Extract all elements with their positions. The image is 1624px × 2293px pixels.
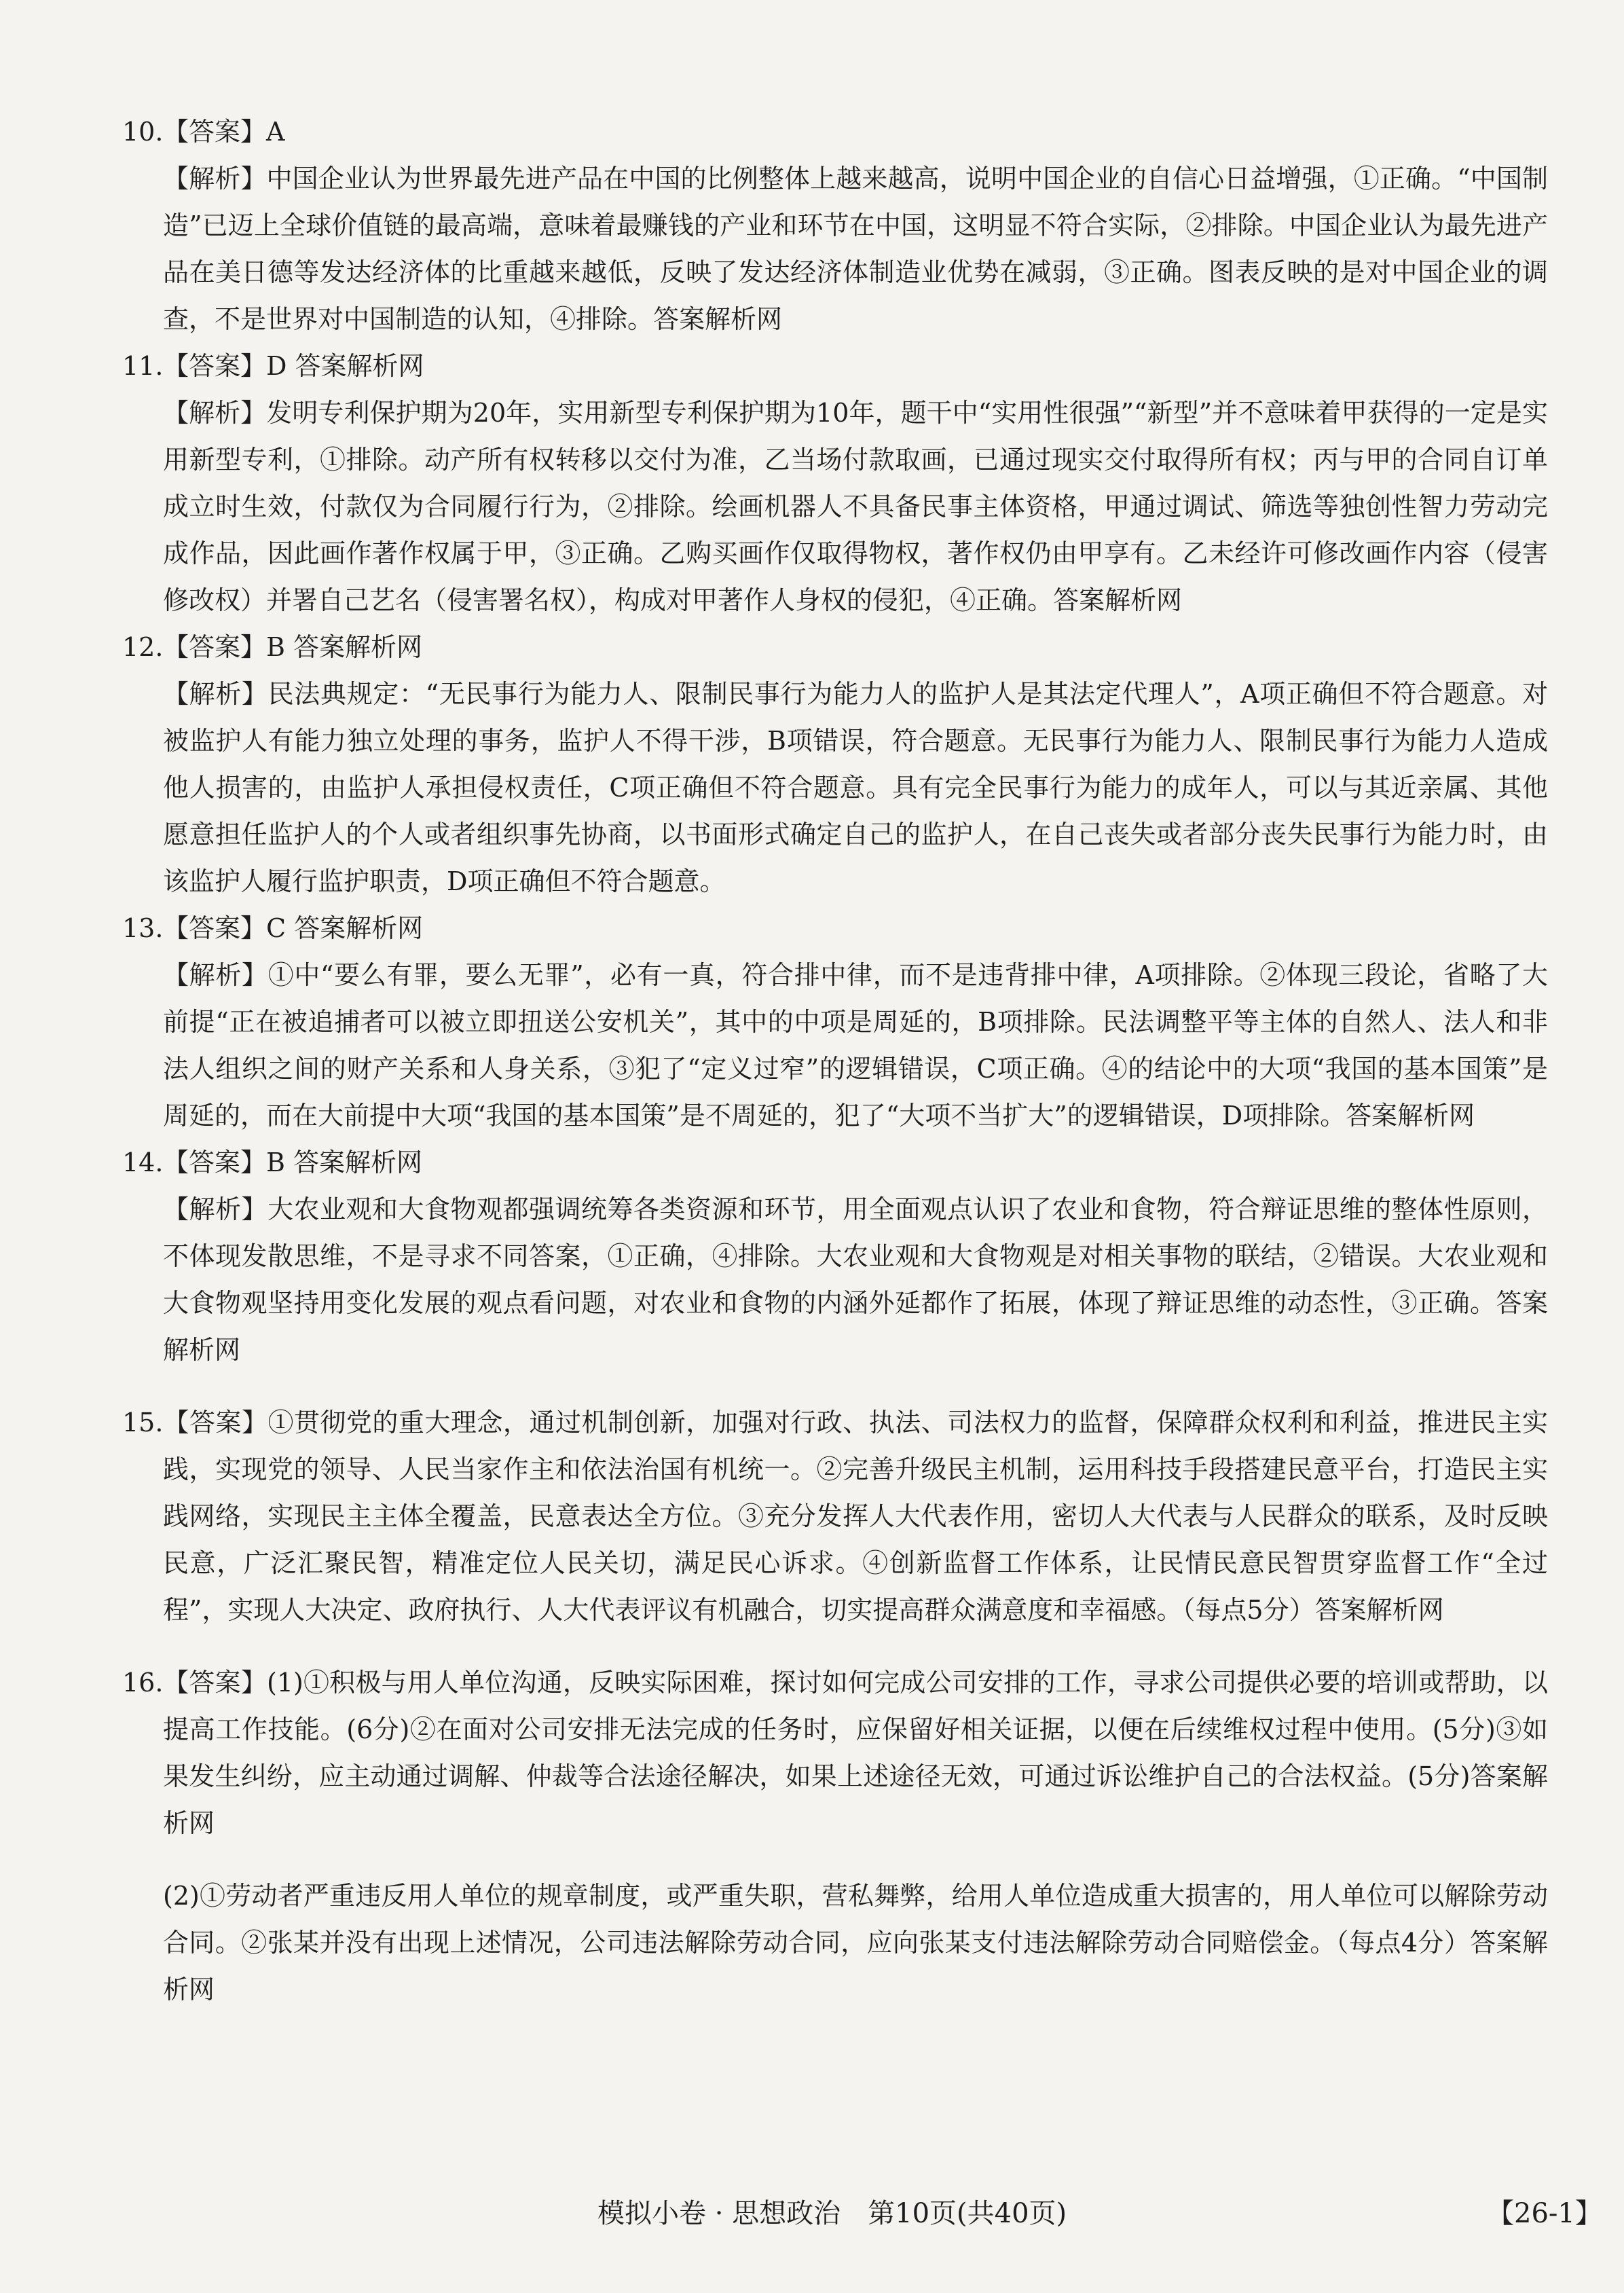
answer-text: 【答案】A — [163, 117, 285, 147]
answer-part-2: (2)①劳动者严重违反用人单位的规章制度，或严重失职，营私舞弊，给用人单位造成重大损害的，用人单位可以解除劳动合同。②张某并没有出现上述情况，公司违法解除劳动合同，应向张某支付违法解除劳动合同赔偿金。（每点4分）答案解析网 — [163, 1881, 1548, 2004]
answer-text: 【答案】C 答案解析网 — [163, 913, 424, 943]
question-number: 12. — [122, 632, 164, 662]
question-10 — [122, 109, 1548, 343]
question-15 — [122, 1399, 1548, 1634]
analysis-text: 【解析】中国企业认为世界最先进产品在中国的比例整体上越来越高，说明中国企业的自信心日益增强，①正确。“中国制造”已迈上全球价值链的最高端，意味着最赚钱的产业和环节在中国，这明显不符合实际，②排除。中国企业认为最先进产品在美日德等发达经济体的比重越来越低，反映了发达经济体制造业优势在减弱，③正确。图表反映的是对中国企业的调查，不是世界对中国制造的认知，④排除。答案解析网 — [163, 164, 1548, 334]
analysis-text: 【解析】①中“要么有罪，要么无罪”，必有一真，符合排中律，而不是违背排中律，A项排除。②体现三段论，省略了大前提“正在被追捕者可以被立即扭送公安机关”，其中的中项是周延的，B项排除。民法调整平等主体的自然人、法人和非法人组织之间的财产关系和人身关系，③犯了“定义过窄”的逻辑错误，C项正确。④的结论中的大项“我国的基本国策”是周延的，而在大前提中大项“我国的基本国策”是不周延的，犯了“大项不当扩大”的逻辑错误，D项排除。答案解析网 — [163, 960, 1548, 1131]
answer-text: 【答案】B 答案解析网 — [163, 632, 423, 662]
answer-text: 【答案】D 答案解析网 — [163, 351, 424, 381]
question-12 — [122, 624, 1548, 905]
footer-page-info: 模拟小卷 · 思想政治 第10页(共40页) — [597, 2198, 1067, 2229]
page-footer — [0, 2193, 1624, 2234]
question-number: 13. — [122, 913, 164, 943]
question-number: 10. — [122, 117, 164, 147]
question-number: 11. — [122, 351, 164, 381]
footer-code: 【26-1】 — [1487, 2198, 1602, 2229]
analysis-text: 【解析】大农业观和大食物观都强调统筹各类资源和环节，用全面观点认识了农业和食物，符合辩证思维的整体性原则，不体现发散思维，不是寻求不同答案，①正确，④排除。大农业观和大食物观是对相关事物的联结，②错误。大农业观和大食物观坚持用变化发展的观点看问题，对农业和食物的内涵外延都作了拓展，体现了辩证思维的动态性，③正确。答案解析网 — [163, 1194, 1548, 1365]
question-14 — [122, 1139, 1548, 1374]
question-number: 15. — [122, 1408, 164, 1437]
analysis-text: 【解析】发明专利保护期为20年，实用新型专利保护期为10年，题干中“实用性很强”“新型”并不意味着甲获得的一定是实用新型专利，①排除。动产所有权转移以交付为准，乙当场付款取画，已通过现实交付取得所有权；丙与甲的合同自订单成立时生效，付款仅为合同履行行为，②排除。绘画机器人不具备民事主体资格，甲通过调试、筛选等独创性智力劳动完成作品，因此画作著作权属于甲，③正确。乙购买画作仅取得物权，著作权仍由甲享有。乙未经许可修改画作内容（侵害修改权）并署自己艺名（侵害署名权），构成对甲著作人身权的侵犯，④正确。答案解析网 — [163, 398, 1548, 615]
question-11 — [122, 343, 1548, 624]
analysis-text: 【解析】民法典规定：“无民事行为能力人、限制民事行为能力人的监护人是其法定代理人”，A项正确但不符合题意。对被监护人有能力独立处理的事务，监护人不得干涉，B项错误，符合题意。无民事行为能力人、限制民事行为能力人造成他人损害的，由监护人承担侵权责任，C项正确但不符合题意。具有完全民事行为能力的成年人，可以与其近亲属、其他愿意担任监护人的个人或者组织事先协商，以书面形式确定自己的监护人，在自己丧失或者部分丧失民事行为能力时，由该监护人履行监护职责，D项正确但不符合题意。 — [163, 679, 1548, 896]
question-13 — [122, 905, 1548, 1139]
answer-content — [122, 109, 1548, 2013]
answer-text: 【答案】①贯彻党的重大理念，通过机制创新，加强对行政、执法、司法权力的监督，保障群众权利和利益，推进民主实践，实现党的领导、人民当家作主和依法治国有机统一。②完善升级民主机制，运用科技手段搭建民意平台，打造民主实践网络，实现民主主体全覆盖，民意表达全方位。③充分发挥人大代表作用，密切人大代表与人民群众的联系，及时反映民意，广泛汇聚民智，精准定位人民关切，满足民心诉求。④创新监督工作体系，让民情民意民智贯穿监督工作“全过程”，实现人大决定、政府执行、人大代表评议有机融合，切实提高群众满意度和幸福感。（每点5分）答案解析网 — [163, 1408, 1548, 1625]
question-16 — [122, 1659, 1548, 2013]
answer-part-1: 【答案】(1)①积极与用人单位沟通，反映实际困难，探讨如何完成公司安排的工作，寻求公司提供必要的培训或帮助，以提高工作技能。(6分)②在面对公司安排无法完成的任务时，应保留好相关证据，以便在后续维权过程中使用。(5分)③如果发生纠纷，应主动通过调解、仲裁等合法途径解决，如果上述途径无效，可通过诉讼维护自己的合法权益。(5分)答案解析网 — [163, 1668, 1548, 1838]
question-number: 16. — [122, 1668, 164, 1698]
answer-text: 【答案】B 答案解析网 — [163, 1148, 423, 1177]
question-number: 14. — [122, 1148, 164, 1177]
